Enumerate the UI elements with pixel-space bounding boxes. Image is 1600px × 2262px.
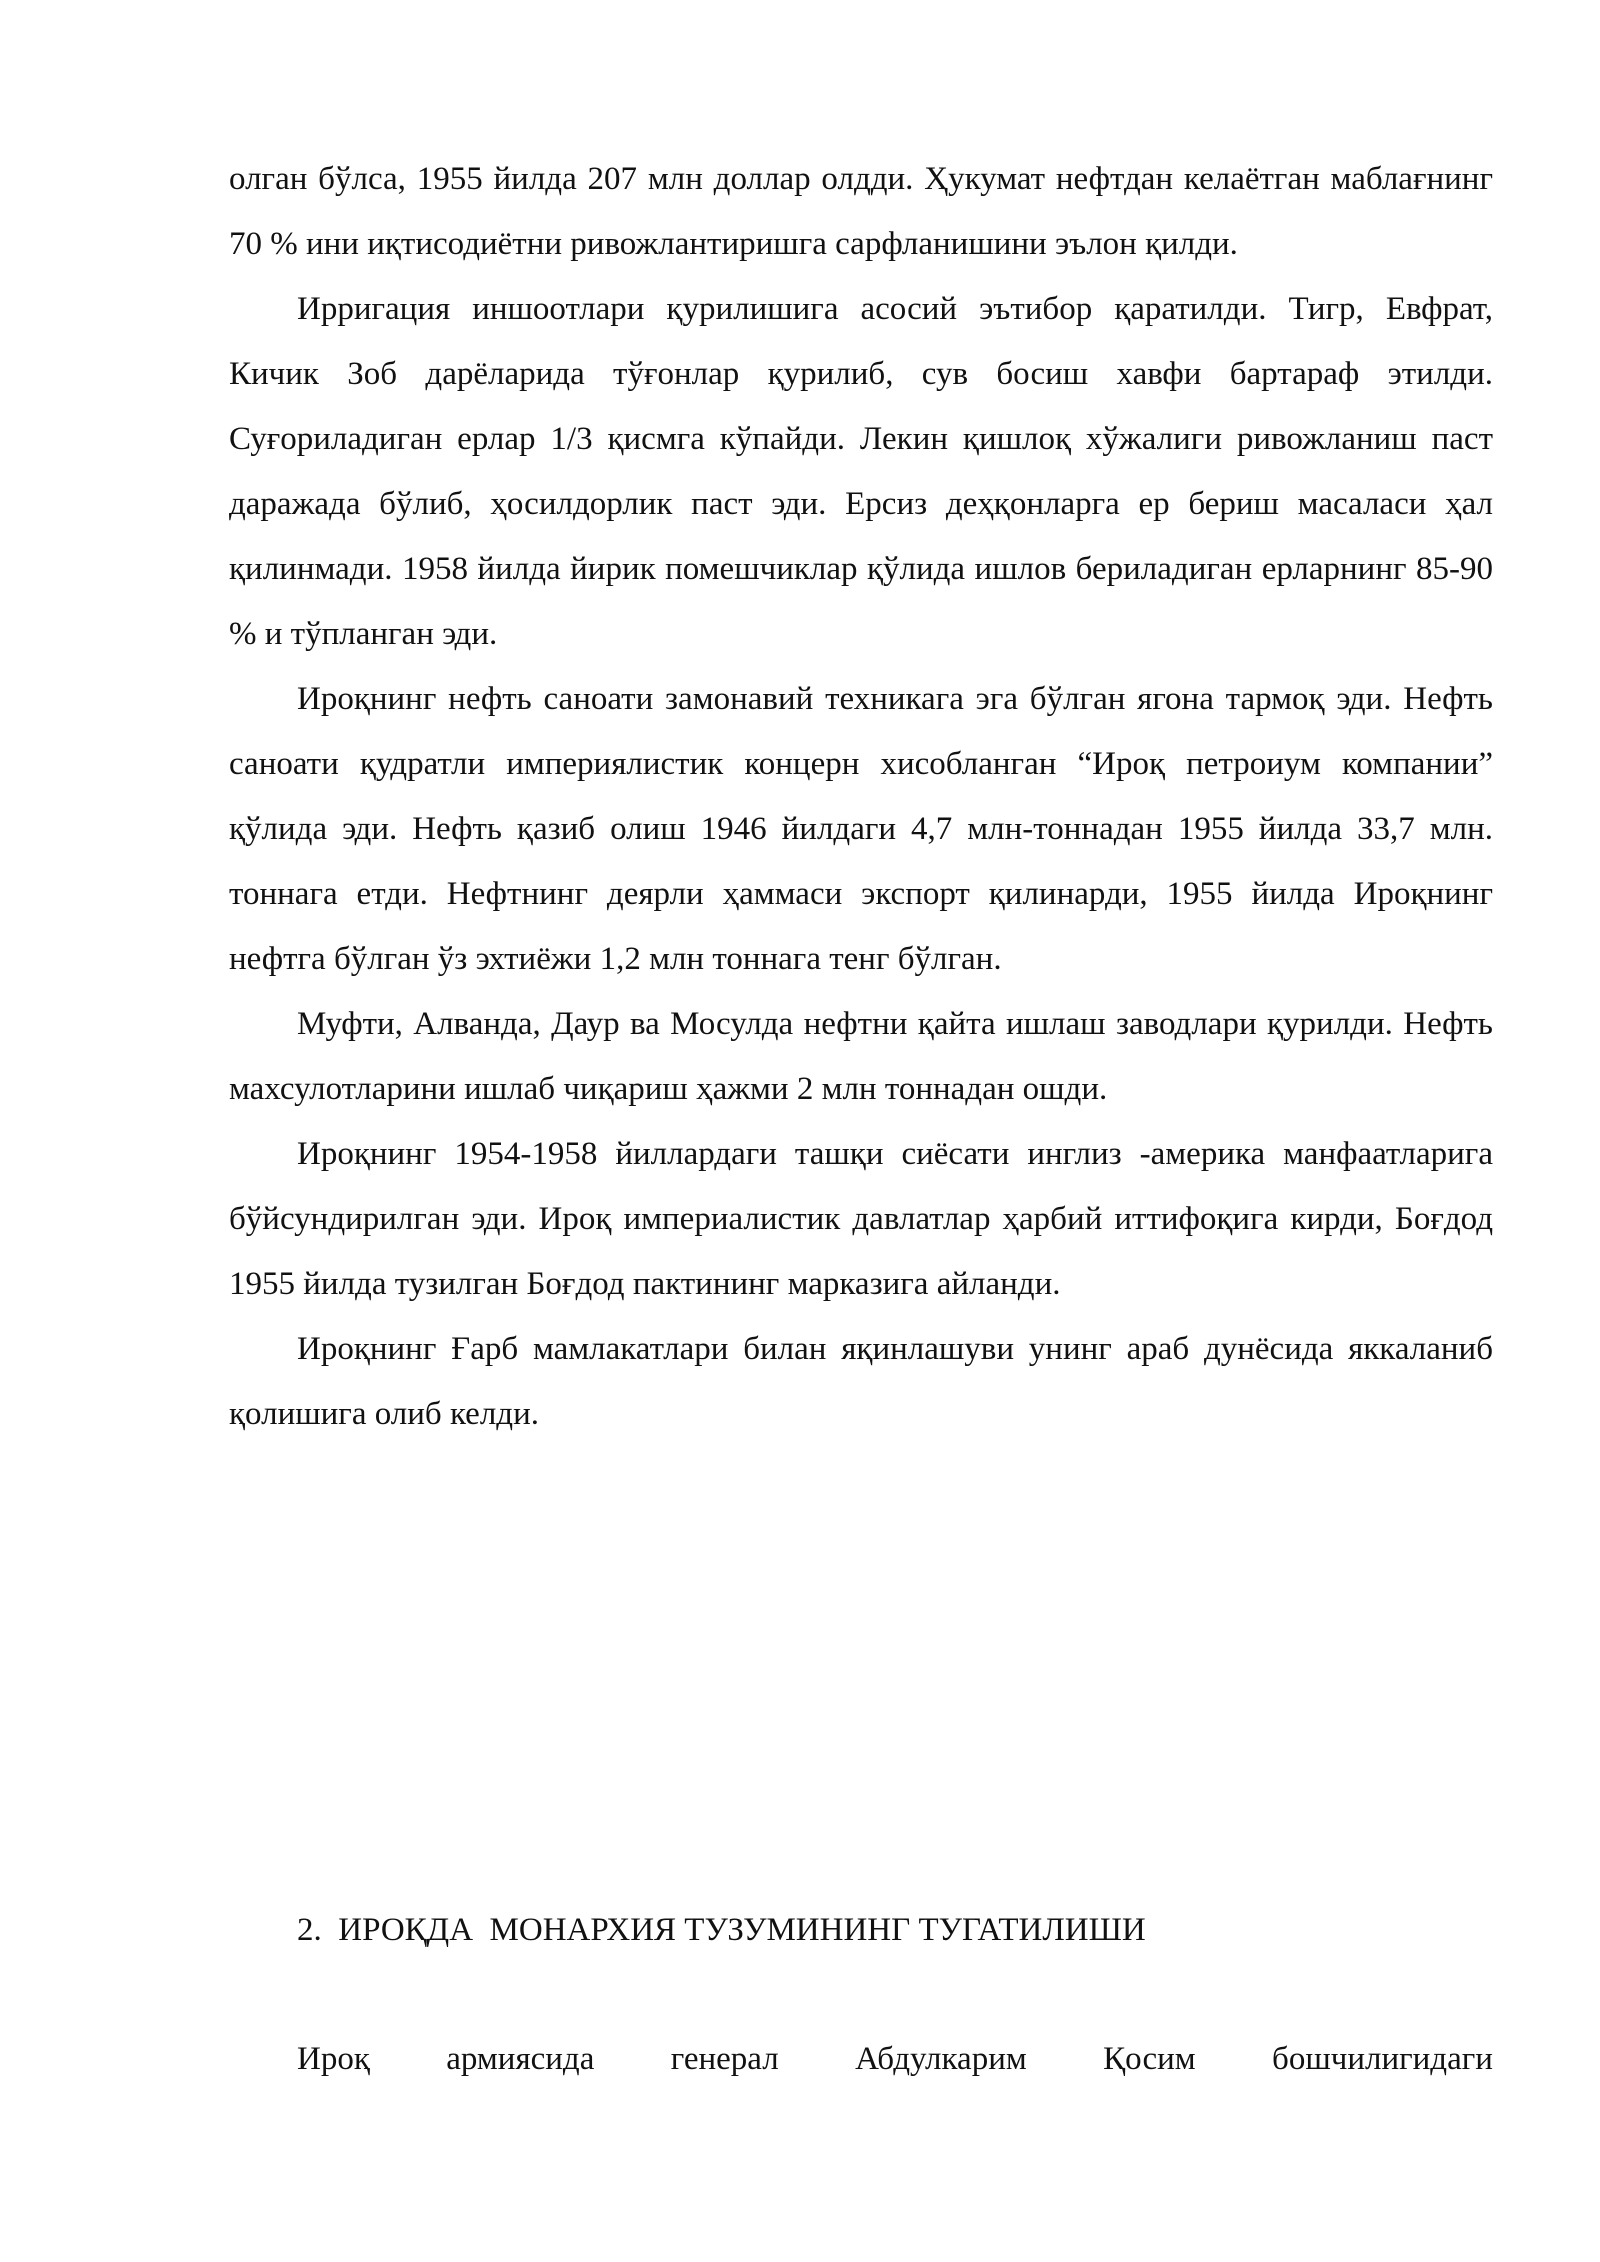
paragraph-4: Муфти, Алванда, Даур ва Мосулда нефтни қайта ишлаш заводлари қурилди. Нефть махсулотларини ишлаб чиқариш ҳажми 2 млн тоннадан ошди. <box>229 1006 1493 1107</box>
word: генерал <box>670 2041 779 2077</box>
paragraph-1: олган бўлса, 1955 йилда 207 млн доллар олдди. Ҳукумат нефтдан келаётган маблағнинг 70 % ини иқтисодиётни ривожлантиришга сарфланишини эълон қилди. <box>229 161 1493 262</box>
body-text <box>229 147 1493 1447</box>
word: Ироқ <box>297 2041 370 2077</box>
section-first-line <box>297 2027 1493 2092</box>
paragraph-6: Ироқнинг Ғарб мамлакатлари билан яқинлашуви унинг араб дунёсида яккаланиб қолишига олиб келди. <box>229 1331 1493 1432</box>
paragraph-3: Ироқнинг нефть саноати замонавий техникага эга бўлган ягона тармоқ эди. Нефть саноати қудратли империялистик концерн хисобланган “Ироқ петроиум компании” қўлида эди. Нефть қазиб олиш 1946 йилдаги 4,7 млн-тоннадан 1955 йилда 33,7 млн. тоннага етди. Нефтнинг деярли ҳаммаси экспорт қилинарди, 1955 йилда Ироқнинг нефтга бўлган ўз эхтиёжи 1,2 млн тоннага тенг бўлган. <box>229 681 1493 977</box>
word: армиясида <box>446 2041 595 2077</box>
word: Абдулкарим <box>855 2041 1027 2077</box>
word: Қосим <box>1103 2041 1196 2077</box>
word: бошчилигидаги <box>1272 2041 1493 2077</box>
paragraph-5: Ироқнинг 1954-1958 йиллардаги ташқи сиёсати инглиз -америка манфаатларига бўйсундирилган эди. Ироқ империалистик давлатлар ҳарбий иттифоқига кирди, Боғдод 1955 йилда тузилган Боғдод пактининг марказига айланди. <box>229 1136 1493 1302</box>
paragraph-2: Ирригация иншоотлари қурилишига асосий эътибор қаратилди. Тигр, Евфрат, Кичик Зоб дарёларида тўғонлар қурилиб, сув босиш хавфи бартараф этилди. Суғориладиган ерлар 1/3 қисмга кўпайди. Лекин қишлоқ хўжалиги ривожланиш паст даражада бўлиб, ҳосилдорлик паст эди. Ерсиз деҳқонларга ер бериш масаласи ҳал қилинмади. 1958 йилда йирик помешчиклар қўлида ишлов бериладиган ерларнинг 85-90 % и тўпланган эди. <box>229 291 1493 652</box>
section-heading: 2. ИРОҚДА МОНАРХИЯ ТУЗУМИНИНГ ТУГАТИЛИШИ <box>297 1912 1146 1948</box>
